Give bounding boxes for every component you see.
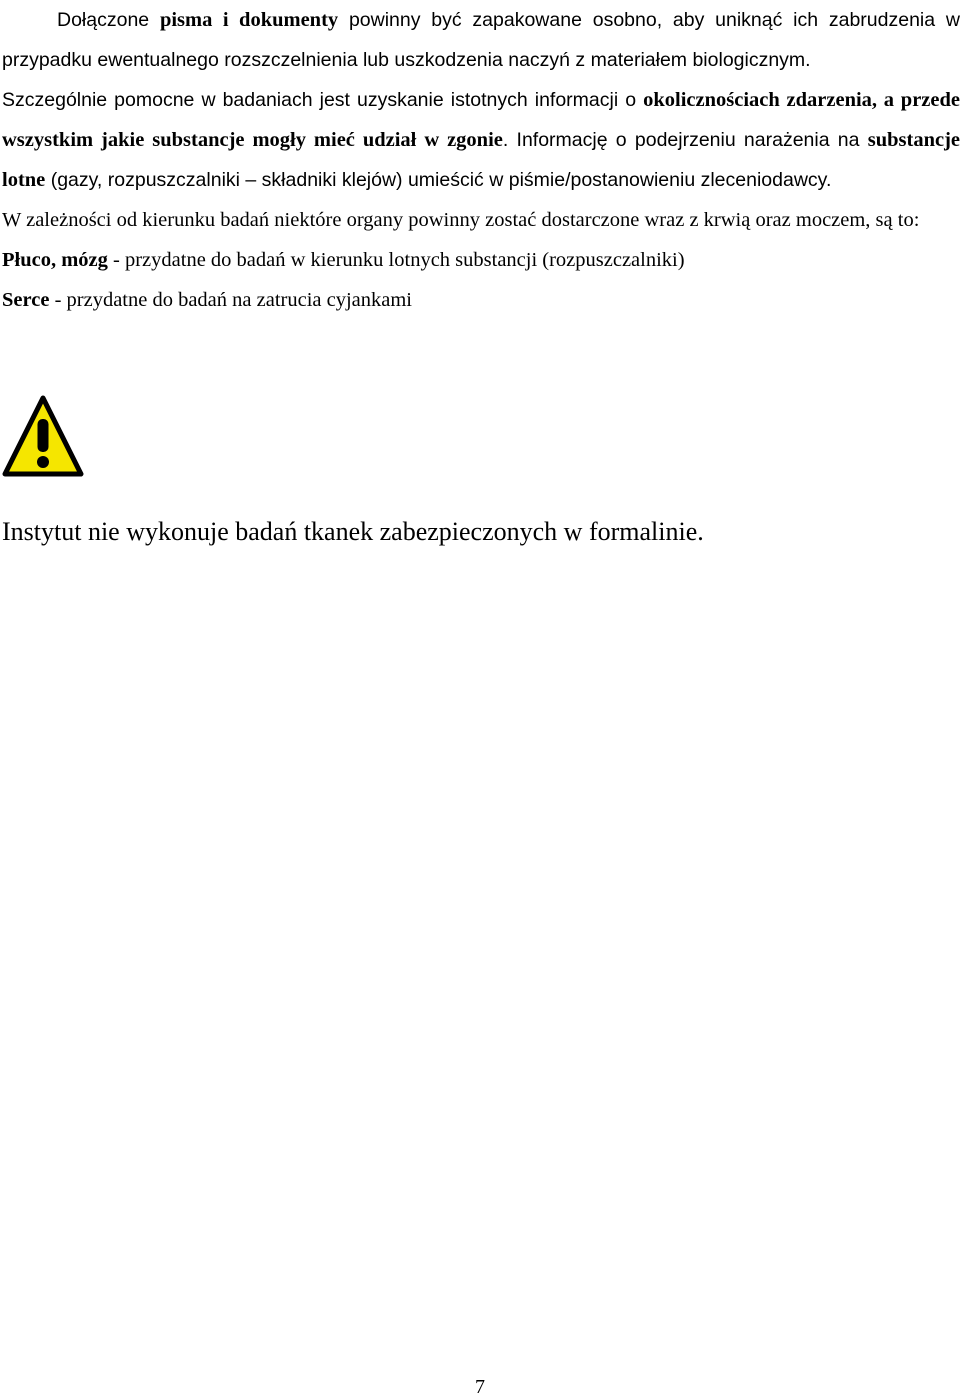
text-run: powinny być zapakowane osobno, aby uniknąć ich zabrudzenia w przypadku ewentualnego rozszczelnienia lub uszkodzenia naczyń z materiałem biologicznym. (2, 9, 960, 71)
text-run: Dołączone (57, 9, 160, 31)
bold-text: okolicznościach zdarzenia, a przede wszystkim jakie substancje mogły mieć udział w zgonie (2, 89, 960, 151)
paragraph-circumstances (2, 80, 960, 200)
text-run: (gazy, rozpuszczalniki – składniki klejów) umieścić w piśmie/postanowieniu zleceniodawcy. (45, 169, 832, 191)
text-run: - przydatne do badań na zatrucia cyjankami (49, 289, 413, 311)
bold-text: pisma i dokumenty (159, 9, 339, 31)
text-run: W zależności od kierunku badań niektóre organy powinny zostać dostarczone wraz z krwią oraz moczem, są to: (2, 209, 920, 231)
text-run: . Informację o podejrzeniu narażenia na (502, 129, 868, 151)
warning-triangle-icon (2, 395, 84, 477)
paragraph-documents (2, 0, 960, 80)
text-run: - przydatne do badań w kierunku lotnych substancji (rozpuszczalniki) (107, 249, 685, 271)
bold-text: Serce (2, 289, 50, 311)
paragraph-organs-intro (2, 200, 960, 240)
text-run: Szczególnie pomocne w badaniach jest uzyskanie istotnych informacji o (2, 89, 644, 111)
page-number: 7 (475, 1376, 485, 1398)
paragraph-lung-brain (2, 240, 960, 280)
bold-text: Płuco, mózg (2, 249, 108, 271)
paragraph-heart (2, 280, 960, 320)
bold-text: substancje lotne (2, 129, 960, 191)
document-body (2, 0, 960, 320)
formalin-notice: Instytut nie wykonuje badań tkanek zabezpieczonych w formalinie. (2, 517, 704, 546)
